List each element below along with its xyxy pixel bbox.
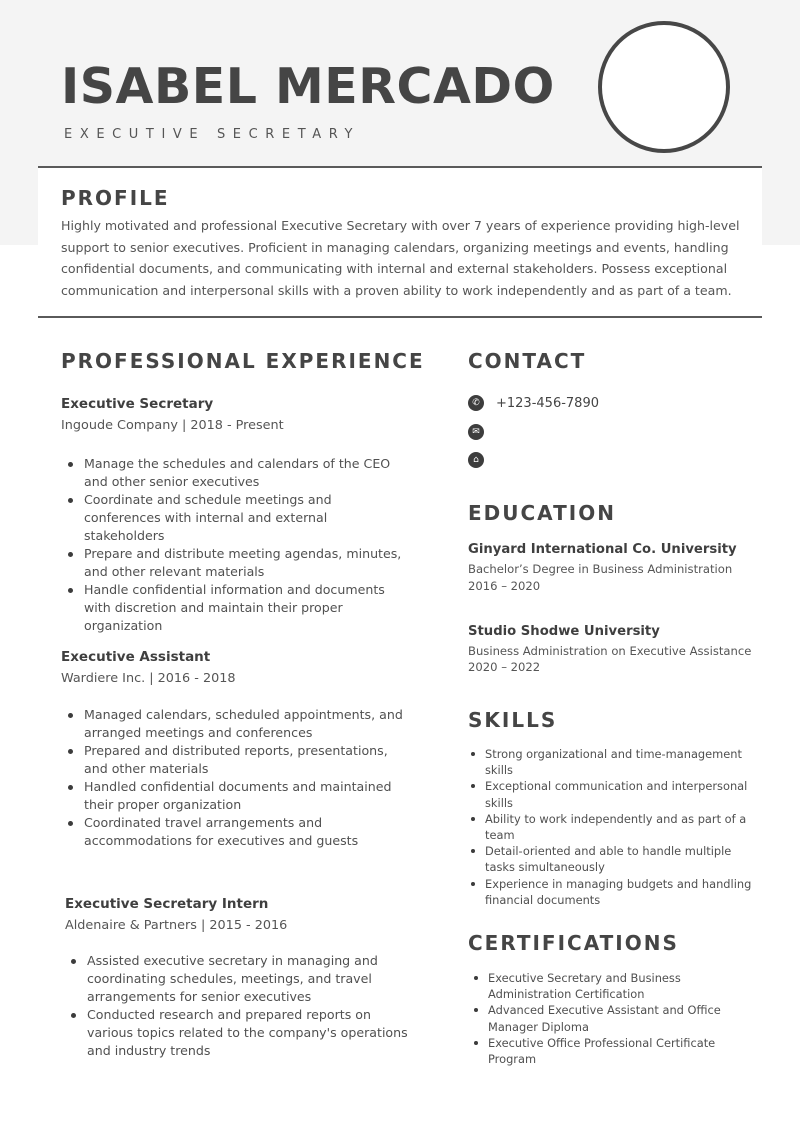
job-bullet: Manage the schedules and calendars of the CEO and other senior executives [61,455,406,491]
skills-list [468,746,758,908]
profile-text: Highly motivated and professional Executive Secretary with over 7 years of experience providing high-level support to senior executives. Proficient in managing calendars, organizing meetings and events, handling confidential documents, and communicating with internal and external stakeholders. Possess exceptional communication and interpersonal skills with a proven ability to work independently and as part of a team. [61,218,740,298]
skills-heading: SKILLS [468,708,558,732]
education-school: Ginyard International Co. University [468,542,737,557]
education-degree: Bachelor’s Degree in Business Administration [468,562,733,576]
experience-heading: PROFESSIONAL EXPERIENCE [61,349,425,373]
job-bullet: Conducted research and prepared reports on various topics related to the company's operations and industry trends [64,1006,409,1060]
contact-heading: CONTACT [468,349,587,373]
certifications-list [471,970,766,1067]
contact-email-row [468,424,484,440]
job-bullets [64,952,409,1060]
job-company: Ingoude Company | 2018 - Present [61,418,284,433]
job-title: Executive Secretary [61,396,214,412]
candidate-name: ISABEL MERCADO [61,58,555,115]
job-bullet: Prepared and distributed reports, presentations, and other materials [61,742,406,778]
profile-heading: PROFILE [61,186,170,210]
skill-item: Detail-oriented and able to handle multiple tasks simultaneously [468,843,758,875]
education-degree: Business Administration on Executive Assistance [468,644,752,658]
job-bullet: Coordinate and schedule meetings and conferences with internal and external stakeholders [61,491,406,545]
skill-item: Exceptional communication and interpersonal skills [468,778,758,810]
job-bullet: Assisted executive secretary in managing and coordinating schedules, meetings, and travel arrangements for senior executives [64,952,409,1006]
home-icon: ⌂ [468,452,484,468]
profile-divider [38,316,762,318]
job-bullet: Handled confidential documents and maintained their proper organization [61,778,406,814]
education-years: 2020 – 2022 [468,660,541,674]
education-heading: EDUCATION [468,501,616,525]
job-bullets [61,455,406,635]
certification-item: Executive Secretary and Business Administration Certification [471,970,766,1002]
contact-phone: +123-456-7890 [496,395,599,411]
certification-item: Advanced Executive Assistant and Office Manager Diploma [471,1002,766,1034]
email-icon: ✉ [468,424,484,440]
job-company: Aldenaire & Partners | 2015 - 2016 [65,918,288,933]
profile-photo-placeholder [598,21,730,153]
candidate-title: EXECUTIVE SECRETARY [64,127,361,142]
contact-address-row [468,452,484,468]
job-bullet: Prepare and distribute meeting agendas, minutes, and other relevant materials [61,545,406,581]
job-bullet: Coordinated travel arrangements and accommodations for executives and guests [61,814,406,850]
contact-phone-row [468,395,599,411]
job-company: Wardiere Inc. | 2016 - 2018 [61,671,236,686]
education-school: Studio Shodwe University [468,624,660,639]
education-years: 2016 – 2020 [468,579,541,593]
job-title: Executive Assistant [61,649,211,665]
certifications-heading: CERTIFICATIONS [468,931,679,955]
certification-item: Executive Office Professional Certificate Program [471,1035,766,1067]
job-title: Executive Secretary Intern [65,896,269,912]
phone-icon: ✆ [468,395,484,411]
skill-item: Experience in managing budgets and handling financial documents [468,876,758,908]
skill-item: Strong organizational and time-management skills [468,746,758,778]
job-bullets [61,706,406,850]
job-bullet: Handle confidential information and documents with discretion and maintain their proper organization [61,581,406,635]
job-bullet: Managed calendars, scheduled appointments, and arranged meetings and conferences [61,706,406,742]
skill-item: Ability to work independently and as part of a team [468,811,758,843]
